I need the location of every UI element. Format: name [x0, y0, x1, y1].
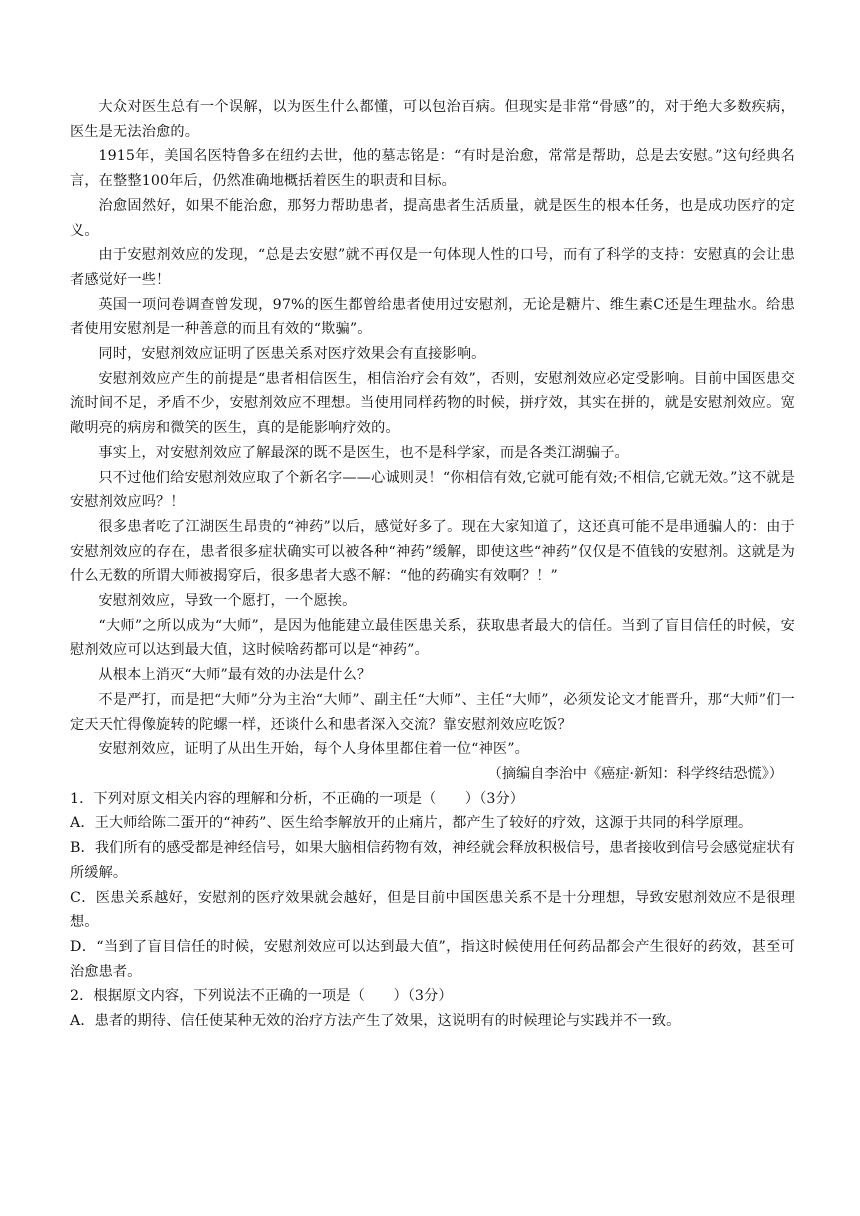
- article-paragraph: 英国一项问卷调查曾发现，97%的医生都曾给患者使用过安慰剂，无论是糖片、维生素C还是生理盐水。给患者使用安慰剂是一种善意的而且有效的“欺骗”。: [70, 296, 795, 338]
- article-paragraph: “大师”之所以成为“大师”，是因为他能建立最佳医患关系，获取患者最大的信任。当到了盲目信任的时候，安慰剂效应可以达到最大值，这时候啥药都可以是“神药”。: [70, 617, 795, 659]
- article-paragraph: 由于安慰剂效应的发现，“总是去安慰”就不再仅是一句体现人性的口号，而有了科学的支持：安慰真的会让患者感觉好一些！: [70, 247, 795, 288]
- choice-a: A．患者的期待、信任使某种无效的治疗方法产生了效果，这说明有的时候理论与实践并不一致。: [70, 1013, 681, 1030]
- article-paragraph: 很多患者吃了江湖医生昂贵的“神药”以后，感觉好多了。现在大家知道了，这还真可能不是串通骗人的：由于安慰剂效应的存在，患者很多症状确实可以被各种“神药”缓解，即使这些“神药”仅仅是不值钱的安慰剂。这就是为什么无数的所谓大师被揭穿后，很多患者大惑不解：“他的药确实有效啊？！”: [70, 518, 795, 585]
- question-2: [70, 984, 795, 1033]
- document-page: [70, 95, 795, 1034]
- article-paragraph: 治愈固然好，如果不能治愈，那努力帮助患者，提高患者生活质量，就是医生的根本任务，也是成功医疗的定义。: [70, 197, 795, 239]
- article-paragraph: 1915年，美国名医特鲁多在纽约去世，他的墓志铭是：“有时是治愈，常常是帮助，总是去安慰。”这句经典名言，在整整100年后，仍然准确地概括着医生的职责和目标。: [70, 148, 795, 190]
- article-paragraph: 从根本上消灭“大师”最有效的办法是什么？: [98, 667, 372, 684]
- article-paragraph: 安慰剂效应，证明了从出生开始，每个人身体里都住着一位“神医”。: [98, 741, 529, 758]
- article-paragraph: 不是严打，而是把“大师”分为主治“大师”、副主任“大师”、主任“大师”，必须发论文才能晋升，那“大师”们一定天天忙得像旋转的陀螺一样，还谈什么和患者深入交流？靠安慰剂效应吃饭？: [70, 691, 795, 733]
- article-paragraph: 同时，安慰剂效应证明了医患关系对医疗效果会有直接影响。: [98, 346, 486, 363]
- article-paragraph: 大众对医生总有一个误解，以为医生什么都懂，可以包治百病。但现实是非常“骨感”的，对于绝大多数疾病，医生是无法治愈的。: [70, 99, 795, 140]
- article-body: [70, 95, 795, 787]
- choice-b: B．我们所有的感受都是神经信号，如果大脑相信药物有效，神经就会释放积极信号，患者接收到信号会感觉症状有所缓解。: [70, 840, 795, 881]
- question-1: [70, 787, 795, 985]
- question-stem: 2．根据原文内容，下列说法不正确的一项是（ ）（3分）: [70, 988, 453, 1005]
- choice-a: A．王大师给陈二蛋开的“神药”、医生给李解放开的止痛片，都产生了较好的疗效，这源于共同的科学原理。: [70, 815, 753, 832]
- choice-d: D．“当到了盲目信任的时候，安慰剂效应可以达到最大值”，指这时候使用任何药品都会产生很好的药效，甚至可治愈患者。: [70, 938, 795, 980]
- article-paragraph: 安慰剂效应产生的前提是“患者相信医生，相信治疗会有效”，否则，安慰剂效应必定受影响。目前中国医患交流时间不足，矛盾不少，安慰剂效应不理想。当使用同样药物的时候，拼疗效，其实在拼的，就是安慰剂效应。宽敞明亮的病房和微笑的医生，真的是能影响疗效的。: [70, 370, 795, 437]
- choice-c: C．医患关系越好，安慰剂的医疗效果就会越好，但是目前中国医患关系不是十分理想，导致安慰剂效应不是很理想。: [70, 889, 795, 931]
- article-source: （摘编自李治中《癌症·新知：科学终结恐慌》）: [487, 765, 783, 782]
- article-paragraph: 只不过他们给安慰剂效应取了个新名字——心诚则灵！“你相信有效,它就可能有效;不相信,它就无效。”这不就是安慰剂效应吗？！: [70, 469, 795, 511]
- article-paragraph: 事实上，对安慰剂效应了解最深的既不是医生，也不是科学家，而是各类江湖骗子。: [98, 444, 629, 461]
- article-paragraph: 安慰剂效应，导致一个愿打，一个愿挨。: [98, 593, 357, 610]
- question-stem: 1．下列对原文相关内容的理解和分析，不正确的一项是（ ）（3分）: [70, 790, 525, 807]
